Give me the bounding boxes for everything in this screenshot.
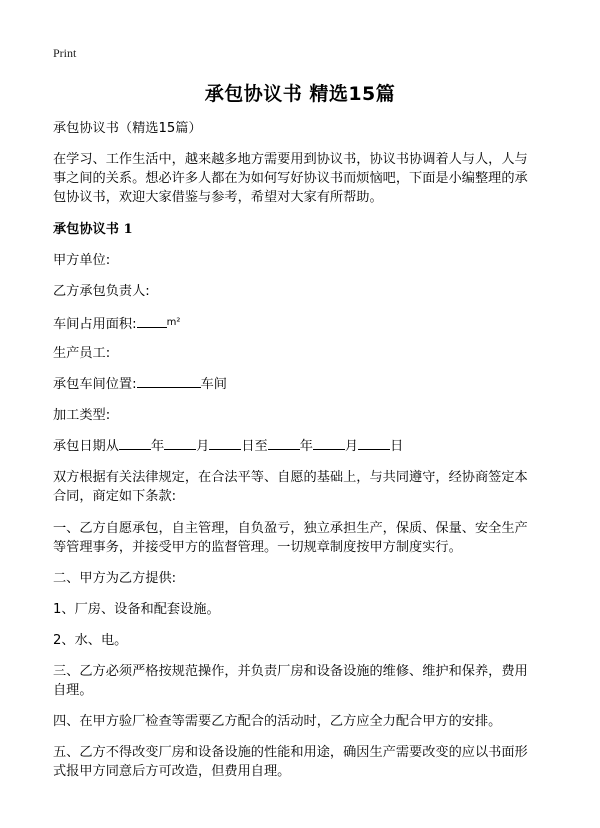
field-process-type: 加工类型:	[53, 408, 111, 423]
document-title: 承包协议书 精选15篇	[204, 83, 396, 105]
intro-line-2: 事之间的关系。想必许多人都在为如何写好协议书而烦恼吧，下面是小编整理的承	[53, 171, 528, 186]
end-year-blank	[268, 436, 300, 450]
intro-line-3: 包协议书，欢迎大家借鉴与参考，希望对大家有所帮助。	[53, 190, 383, 205]
field-workers: 生产员工:	[53, 346, 111, 361]
clause-2-item-2: 2、水、电。	[53, 633, 128, 648]
clause-2-item-1: 1、厂房、设备和配套设施。	[53, 602, 220, 617]
clause-4: 四、在甲方验厂检查等需要乙方配合的活动时，乙方应全力配合甲方的安排。	[53, 714, 502, 729]
start-month-blank	[164, 436, 196, 450]
agreement-intro-line-1: 双方根据有关法律规定，在合法平等、自愿的基础上，与共同遵守，经协商签定本	[53, 470, 528, 485]
start-day-blank	[209, 436, 241, 450]
location-blank	[137, 374, 201, 388]
area-label: 车间占用面积:	[53, 317, 137, 332]
agreement-intro-line-2: 合同，商定如下条款:	[53, 489, 177, 504]
start-year-blank	[119, 436, 151, 450]
start-year-label: 年	[150, 439, 165, 454]
print-label[interactable]: Print	[53, 46, 77, 60]
start-month-label: 月	[196, 439, 210, 454]
clause-3-line-2: 自理。	[53, 683, 93, 698]
location-suffix: 车间	[200, 377, 227, 392]
day-to-label: 日至	[241, 439, 268, 454]
clause-1-line-2: 等管理事务，并接受甲方的监督管理。一切规章制度按甲方制度实行。	[53, 540, 462, 555]
clause-5-line-2: 式报甲方同意后方可改造，但费用自理。	[53, 764, 291, 779]
end-year-label: 年	[299, 439, 313, 454]
intro-line-1: 在学习、工作生活中，越来越多地方需要用到协议书，协议书协调着人与人，人与	[53, 152, 528, 167]
clause-1-line-1: 一、乙方自愿承包，自主管理，自负盈亏，独立承担生产，保质、保量、安全生产	[53, 521, 528, 536]
end-month-label: 月	[344, 439, 359, 454]
date-from-label: 承包日期从	[53, 439, 119, 454]
section-heading-1: 承包协议书 1	[53, 222, 133, 237]
clause-3-line-1: 三、乙方必须严格按规范操作，并负责厂房和设备设施的维修、维护和保养，费用	[53, 664, 528, 679]
clause-5-line-1: 五、乙方不得改变厂房和设备设施的性能和用途，确因生产需要改变的应以书面形	[53, 745, 528, 760]
end-month-blank	[313, 436, 345, 450]
field-area	[53, 312, 553, 335]
field-party-b: 乙方承包负责人:	[53, 284, 150, 299]
field-location	[53, 374, 553, 395]
area-unit: m²	[166, 317, 181, 328]
end-day-label: 日	[390, 439, 404, 454]
field-dates	[53, 436, 553, 457]
area-blank	[137, 314, 167, 328]
document-subtitle: 承包协议书（精选15篇）	[53, 121, 202, 136]
end-day-blank	[358, 436, 390, 450]
clause-2: 二、甲方为乙方提供:	[53, 571, 177, 586]
location-label: 承包车间位置:	[53, 377, 137, 392]
field-party-a: 甲方单位:	[53, 253, 111, 268]
